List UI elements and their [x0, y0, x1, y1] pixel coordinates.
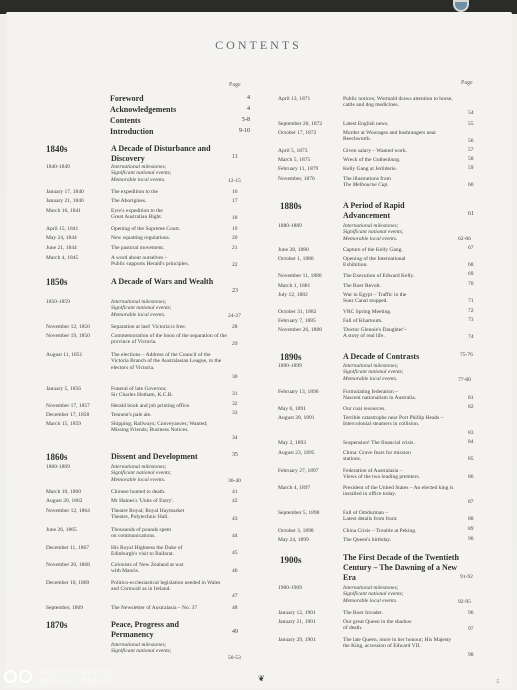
- row-mar1: March 1, 1881: [278, 283, 311, 289]
- pg-45: 45: [232, 550, 238, 556]
- pg-72: 72: [468, 308, 474, 314]
- pg-86: 86: [468, 474, 474, 480]
- row-mar4-1897: March 4, 1897: [278, 485, 311, 491]
- row-jan5: January 5, 1856: [46, 386, 81, 392]
- text-wreck: Wreck of the Gothenburg.: [343, 157, 401, 163]
- row-feb27: February 27, 1897: [278, 468, 319, 474]
- text-president: President of the United States – An elected king is installed in office today.: [343, 485, 454, 498]
- text-chinese: Chinese hunted to death.: [111, 489, 166, 495]
- pg-20: 20: [232, 235, 238, 241]
- page-1850s: 23: [232, 288, 238, 294]
- text-exhibition: Opening of the International Exhibition.: [343, 256, 406, 269]
- pg-43: 43: [232, 516, 238, 522]
- pg-50-53: 50-53: [228, 655, 241, 661]
- row-feb11: February 11, 1879: [278, 166, 319, 172]
- row-nov17: November 17, 1857: [46, 403, 90, 409]
- text-court: Opening of the Supreme Court.: [111, 226, 181, 232]
- row-jan29: January 29, 1901: [278, 637, 316, 643]
- camera-watermark: SHOT ON MI 8 SE AI DUAL CAMERA: [40, 668, 112, 686]
- text-crisis: China Crisis – Trouble at Peking.: [343, 528, 417, 534]
- row-aug20: August 20, 1862: [46, 498, 83, 504]
- row-mar5: March 5, 1875: [278, 157, 311, 163]
- pg-33: 33: [232, 410, 238, 416]
- text-pastoral: The pastoral movement.: [111, 245, 165, 251]
- row-dec11: December 11, 1867: [46, 545, 90, 551]
- pg-34: 34: [232, 435, 238, 441]
- text-herald: Herald book and job printing office.: [111, 403, 191, 409]
- page-1840s: 11: [232, 154, 238, 160]
- row-oct1: October 1, 1880: [278, 256, 314, 262]
- text-glennie: 'Doctor Glennie's Daughter'– A story of real life.: [343, 327, 407, 340]
- page-number: 5: [496, 680, 499, 685]
- pg-42: 42: [232, 498, 238, 504]
- pg-16: 16: [232, 189, 238, 195]
- pg-17: 17: [232, 198, 238, 204]
- pg-58: 58: [468, 156, 474, 162]
- page-1900s: 91-92: [460, 574, 473, 580]
- pg-56: 56: [468, 138, 474, 144]
- milestones-1850: International milestones; Significant national events; Memorable local events.: [111, 299, 172, 318]
- pg-98: 98: [468, 652, 474, 658]
- row-may24: May 24, 1844: [46, 235, 77, 241]
- pg-87: 87: [468, 499, 474, 505]
- text-expedition: The expedition to the: [111, 189, 158, 195]
- text-china: China: Grave fears for mission stations.: [343, 450, 411, 463]
- row-jan17: January 17, 1840: [46, 189, 84, 195]
- text-omdurman: Fall of Omdurman – Latest details from front.: [343, 510, 398, 523]
- section-1870s: Peace, Progress and Permanency: [111, 620, 179, 639]
- row-mar16: March 16, 1841: [46, 208, 81, 214]
- pg-54: 54: [468, 110, 474, 116]
- row-oct31: October 31, 1882: [278, 309, 317, 315]
- row-may24-1899: May 24, 1899: [278, 537, 309, 543]
- text-boer: The Boer Revolt.: [343, 283, 382, 289]
- text-vrc: VRC Spring Meeting.: [343, 309, 392, 315]
- milestones-1890: International milestones; Significant national events; Memorable local events.: [343, 363, 404, 382]
- pg-21: 21: [232, 245, 238, 251]
- text-colonists: Colonists of New Zealand at war with Maoris.: [111, 562, 184, 575]
- pg-71: 71: [468, 298, 474, 304]
- row-jun28: June 28, 1880: [278, 247, 309, 253]
- row-feb7: February 7, 1885: [278, 318, 316, 324]
- row-apr13: April 13, 1871: [278, 96, 311, 102]
- decade-1850s: 1850s: [46, 277, 68, 287]
- row-jan21: January 21, 1840: [46, 198, 84, 204]
- text-lateqeen: The late Queen, more in her honour; His Majesty the King, accession of Edward VII.: [343, 637, 452, 650]
- milestones-1900: International milestones; Significant national events; Memorable local events.: [343, 585, 404, 604]
- decade-1840s: 1840s: [46, 144, 68, 154]
- section-1890s: A Decade of Contrasts: [343, 352, 420, 361]
- text-suspension: Suspension! The financial crisis.: [343, 440, 415, 446]
- row-jan12: January 12, 1901: [278, 610, 316, 616]
- row-aug23: August 23, 1895: [278, 450, 315, 456]
- pg-57: 57: [468, 147, 474, 153]
- row-apr5: April 5, 1873: [278, 148, 308, 154]
- milestones-1880: International milestones; Significant national events; Memorable local events.: [343, 223, 404, 242]
- row-aug11: August 11, 1851: [46, 352, 83, 358]
- emblem-icon: ❦: [258, 674, 265, 683]
- text-federation2: Federation of Australasia – Views of the two leading premiers.: [343, 468, 420, 481]
- pg-68: 68: [468, 262, 474, 268]
- text-murder: Murder at Woorages and bushrangers near Beechworth.: [343, 130, 437, 143]
- text-haines: Mr Haines's 'Units of Entry'.: [111, 498, 174, 504]
- text-eyre: Eyre's expedition to the Great Australian Bight.: [111, 208, 163, 221]
- front-foreword: Foreword 4: [110, 94, 250, 103]
- decade-1890s: 1890s: [280, 352, 302, 362]
- watermark-circle-icon: [4, 670, 17, 683]
- row-dec17: December 17, 1858: [46, 412, 90, 418]
- pg-24-27: 24-27: [228, 313, 241, 319]
- text-egypt: War in Egypt – Traffic in the Suez Canal stopped.: [343, 292, 407, 305]
- text-public: Public notices; Wormald draws attention to horse, cattle and dog medicines.: [343, 96, 453, 109]
- pg-83: 83: [468, 430, 474, 436]
- text-federation: Formulating federation – Nascent nationalism in Australia.: [343, 389, 417, 402]
- text-politico: Politico-ecclesiastical legislation needed in Wales and Cornwall as in Ireland.: [111, 580, 221, 593]
- row-1860: 1860-1869: [46, 464, 70, 470]
- pg-67: 67: [468, 245, 474, 251]
- row-jan21-1901: January 21, 1901: [278, 619, 316, 625]
- pg-32: 32: [232, 401, 238, 407]
- row-nov20: November 20, 1868: [46, 562, 90, 568]
- pg-47: 47: [232, 593, 238, 599]
- pg-19: 19: [232, 226, 238, 232]
- text-execution: The Execution of Edward Kelly.: [343, 273, 415, 279]
- pg-46: 46: [232, 568, 238, 574]
- section-1880s: A Period of Rapid Advancement: [343, 201, 405, 220]
- text-khartoum: Fall of Khartoum.: [343, 318, 383, 324]
- row-oct3: October 3, 1898: [278, 528, 314, 534]
- pg-97: 97: [468, 626, 474, 632]
- row-1850: 1850-1859: [46, 299, 70, 305]
- pg-89: 89: [468, 526, 474, 532]
- text-invader: The Boer Invader.: [343, 610, 383, 616]
- text-birthday: The Queen's birthday.: [343, 537, 392, 543]
- text-funeral: Funeral of late Governor, Sir Charles Hotham, K.C.B.: [111, 386, 173, 399]
- row-feb13: February 13, 1890: [278, 389, 319, 395]
- pg-29: 29: [232, 341, 238, 347]
- decade-1870s: 1870s: [46, 620, 68, 630]
- text-terrible: Terrible catastrophe near Port Phillip Heads – Intercolonial steamers in collision.: [343, 415, 444, 428]
- row-nov19: November 19, 1850: [46, 333, 90, 339]
- text-theatre: Theatre Royal; Royal Haymarket Theatre, Polytechnic Hall.: [111, 508, 185, 521]
- page-1860s: 35: [232, 452, 238, 458]
- row-aug28: August 28, 1891: [278, 415, 315, 421]
- pg-85: 85: [468, 456, 474, 462]
- pg-60: 60: [468, 182, 474, 188]
- decade-1860s: 1860s: [46, 452, 68, 462]
- pg-62-66: 62-66: [458, 236, 471, 242]
- row-1890: 1890-1899: [278, 363, 302, 369]
- text-commemoration: Commemoration of the boon of the separation of the province of Victoria.: [111, 333, 227, 346]
- pg-92-95: 92-95: [458, 599, 471, 605]
- row-sep5: September 5, 1898: [278, 510, 320, 516]
- milestones-1840: International milestones; Significant national events; Memorable local events.: [111, 164, 172, 183]
- section-1900s: The First Decade of the Twentieth Century – The Dawning of a New Era: [343, 553, 459, 582]
- decade-1900s: 1900s: [280, 555, 302, 565]
- milestones-1870: International milestones; Significant national events;: [111, 642, 172, 655]
- pg-81: 81: [468, 395, 474, 401]
- row-sep: September, 1869: [46, 605, 84, 611]
- row-dec10: December 10, 1869: [46, 580, 90, 586]
- pg-30: 30: [232, 374, 238, 380]
- watermark-circle-icon-2: [19, 670, 32, 683]
- text-thousands: Thousands of pounds spent on communications.: [111, 527, 172, 540]
- decade-1880s: 1880s: [280, 201, 302, 211]
- text-capture: Capture of the Kelly Gang.: [343, 247, 403, 253]
- row-1840: 1840-1849: [46, 164, 70, 170]
- pg-88: 88: [468, 516, 474, 522]
- text-resources: Our coal resources.: [343, 406, 386, 412]
- pg-82: 82: [468, 404, 474, 410]
- row-mar4: March 4, 1845: [46, 255, 79, 261]
- row-nov1876: November, 1876: [278, 176, 315, 182]
- row-1900: 1900-1909: [278, 585, 302, 591]
- row-nov12-1850: November 12, 1850: [46, 324, 90, 330]
- page-1870s: 49: [232, 629, 238, 635]
- text-cup: The illustrations from The Melbourne Cup.: [343, 176, 391, 189]
- row-nov12-1864: November 12, 1864: [46, 508, 90, 514]
- text-shipping: Shipping; Railways; Conveyances; Wanted; Missing Friends; Business Notices.: [111, 421, 208, 434]
- text-word: A word about ourselves – Public supports Herald's principles.: [111, 255, 189, 268]
- pg-48: 48: [232, 605, 238, 611]
- pg-73: 73: [468, 317, 474, 323]
- pg-77-80: 77-80: [458, 377, 471, 383]
- row-nov26: November 26, 1888: [278, 327, 322, 333]
- row-apr15: April 15, 1841: [46, 226, 79, 232]
- row-jun26: June 26, 1865: [46, 527, 77, 533]
- page-12-15: 12-15: [228, 178, 241, 184]
- front-acknowledgements: Acknowledgements 4: [110, 105, 250, 114]
- text-separation: Separation at last! Victoria is free.: [111, 324, 187, 330]
- front-introduction: Introduction 9-10: [110, 127, 250, 136]
- page-1890s: 75-76: [460, 352, 473, 358]
- row-mar15: March 15, 1859: [46, 421, 81, 427]
- page-title: CONTENTS: [215, 38, 302, 52]
- page-column-label: Page: [229, 82, 241, 88]
- text-newsletter: The Newsletter of Australasia – No. 37: [111, 605, 197, 611]
- pg-96: 96: [468, 610, 474, 616]
- pg-41: 41: [232, 489, 238, 495]
- text-squatting: New squatting regulations.: [111, 235, 171, 241]
- row-nov11: November 11, 1880: [278, 273, 322, 279]
- text-elections: The elections – Address of the Council of the Victoria Branch of the Australasian League, to the electors of Victoria.: [111, 352, 222, 371]
- row-jul12: July 12, 1882: [278, 292, 308, 298]
- milestones-1860: International milestones; Significant national events; Memorable local events.: [111, 464, 172, 483]
- section-1860s: Dissent and Development: [111, 452, 198, 461]
- row-may2: May 2, 1893: [278, 440, 306, 446]
- pg-22: 22: [232, 262, 238, 268]
- text-latest: Latest English news.: [343, 121, 389, 127]
- pg-69: 69: [468, 271, 474, 277]
- text-duke: His Royal Highness the Duke of Edinburgh's visit to Ballarat.: [111, 545, 183, 558]
- page-column-label-right: Page: [461, 80, 473, 86]
- pg-90: 90: [468, 536, 474, 542]
- pg-44: 44: [232, 533, 238, 539]
- pg-28: 28: [232, 324, 238, 330]
- text-salary: Given salary – Wanted work.: [343, 148, 408, 154]
- text-aborigines: The Aborigines.: [111, 198, 147, 204]
- pg-18: 18: [232, 215, 238, 221]
- row-mar10: March 10, 1860: [46, 489, 81, 495]
- row-may6: May 6, 1891: [278, 406, 306, 412]
- pg-55: 55: [468, 121, 474, 127]
- row-sep20: September 20, 1872: [278, 121, 323, 127]
- pg-84: 84: [468, 439, 474, 445]
- pg-59: 59: [468, 165, 474, 171]
- pg-70: 70: [468, 281, 474, 287]
- front-contents: Contents 5-8: [110, 116, 250, 125]
- text-tennent: Tennent's pale ale.: [111, 412, 152, 418]
- pg-74: 74: [468, 334, 474, 340]
- section-1840s: A Decade of Disturbance and Discovery: [111, 144, 211, 163]
- row-jun21: June 21, 1844: [46, 245, 77, 251]
- text-kelly: Kelly Gang at Jerilderie.: [343, 166, 398, 172]
- row-oct17: October 17, 1872: [278, 130, 317, 136]
- text-queen: Our great Queen in the shadow of death.: [343, 619, 412, 632]
- row-1880: 1880-1889: [278, 223, 302, 229]
- pg-36-40: 36-40: [228, 478, 241, 484]
- pg-31: 31: [232, 391, 238, 397]
- page-1880s: 61: [468, 211, 474, 217]
- section-1850s: A Decade of Wars and Wealth: [111, 277, 214, 286]
